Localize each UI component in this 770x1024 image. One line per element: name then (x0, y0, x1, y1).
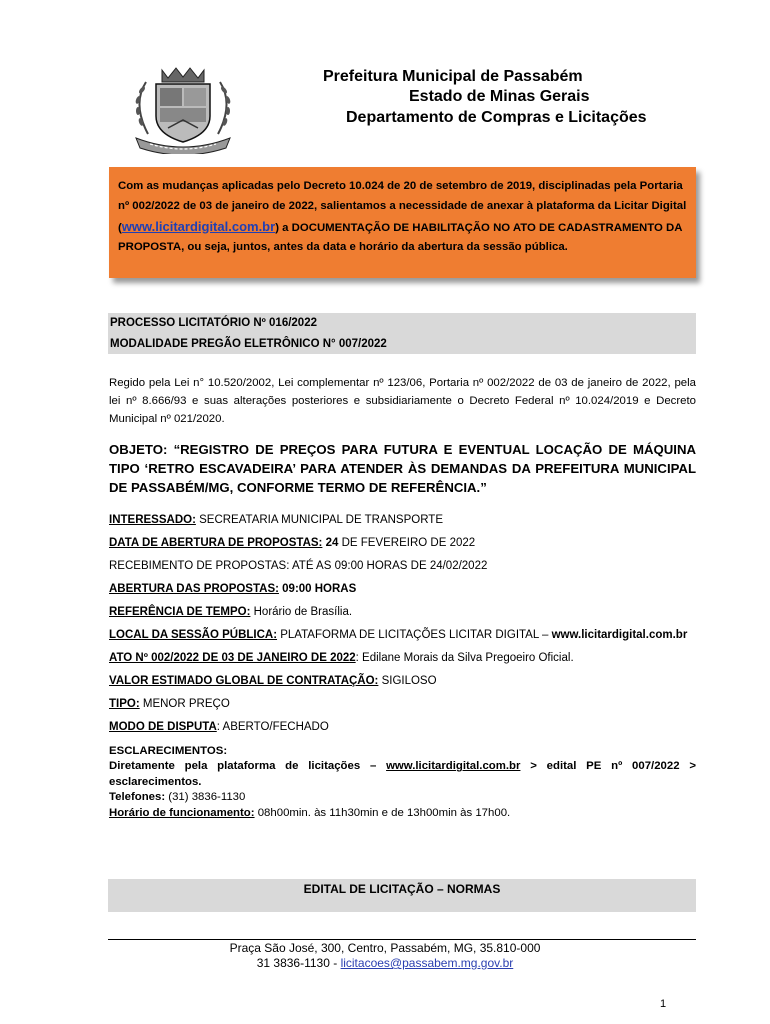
edital-title: EDITAL DE LICITAÇÃO – NORMAS (108, 879, 696, 912)
recebimento-line: RECEBIMENTO DE PROPOSTAS: ATÉ AS 09:00 HORAS DE 24/02/2022 (109, 560, 488, 572)
coat-of-arms-icon (128, 64, 238, 154)
modo-line (109, 721, 329, 733)
legal-basis-text: Regido pela Lei n° 10.520/2002, Lei complementar nº 123/06, Portaria nº 002/2022 de 03 de janeiro de 2022, pela lei nº 8.666/93 e suas alterações posteriores e subsidiariamente o Decreto Federal nº 10.024/2019 e Decreto Municipal nº 021/2020. (109, 377, 696, 426)
phone-label: Telefones: (109, 791, 166, 804)
referencia-line (109, 606, 352, 618)
phone-value: (31) 3836-1130 (165, 791, 246, 804)
valor-value: SIGILOSO (378, 675, 437, 687)
abertura-propostas-label: ABERTURA DAS PROPOSTAS: (109, 583, 279, 595)
esclarecimentos-site: www.licitardigital.com.br (386, 760, 521, 773)
esclarecimentos-block (109, 744, 696, 821)
esclarecimentos-text-b: > edital PE nº 007/2022 > esclarecimentos. (109, 760, 696, 788)
interessado-line (109, 514, 443, 526)
modo-label: MODO DE DISPUTA (109, 721, 217, 733)
esclarecimentos-title: ESCLARECIMENTOS: (109, 745, 228, 757)
local-line (109, 629, 687, 641)
hours-line (109, 806, 696, 821)
process-modality: MODALIDADE PREGÃO ELETRÔNICO N° 007/2022 (108, 334, 696, 354)
notice-text-start: Com as mudanças aplicadas pelo Decreto 10.024 de 20 de setembro de 2019, disciplinadas pela Portaria nº 002/2022 de 03 de janeiro de 2022, salientamos a necessidade de anexar à plataforma da Licitar Digital ( (118, 180, 687, 234)
page-number: 1 (660, 998, 667, 1010)
footer-email-link[interactable]: licitacoes@passabem.mg.gov.br (340, 956, 514, 970)
header-state: Estado de Minas Gerais (409, 88, 590, 105)
interessado-label: INTERESSADO: (109, 514, 196, 526)
process-number: PROCESSO LICITATÓRIO Nº 016/2022 (108, 313, 696, 334)
hours-value: 08h00min. às 11h30min e de 13h00min às 17h00. (254, 806, 511, 819)
notice-text-end: ) a DOCUMENTAÇÃO DE HABILITAÇÃO NO ATO DE CADASTRAMENTO DA PROPOSTA, ou seja, juntos, antes da data e horário da abertura da sessão pública. (118, 221, 683, 254)
referencia-value: Horário de Brasília. (250, 606, 353, 618)
local-site: www.licitardigital.com.br (551, 629, 688, 641)
footer-divider (108, 939, 696, 940)
tipo-value: MENOR PREÇO (139, 698, 230, 710)
footer-address: Praça São José, 300, Centro, Passabém, MG, 35.810-000 (229, 941, 541, 955)
abertura-line (109, 537, 475, 549)
footer-contact (0, 956, 770, 970)
esclarecimentos-text-a: Diretamente pela plataforma de licitações – (109, 760, 387, 773)
phone-line (109, 790, 696, 805)
tipo-label: TIPO: (109, 698, 140, 710)
header-title: Prefeitura Municipal de Passabém (323, 68, 583, 85)
ato-value: : Edilane Morais da Silva Pregoeiro Oficial. (355, 652, 574, 664)
valor-label: VALOR ESTIMADO GLOBAL DE CONTRATAÇÃO: (109, 675, 379, 687)
modo-value: : ABERTO/FECHADO (216, 721, 329, 733)
esclarecimentos-text (109, 759, 696, 790)
notice-link[interactable]: www.licitardigital.com.br (121, 218, 276, 234)
interessado-value: SECREATARIA MUNICIPAL DE TRANSPORTE (195, 514, 443, 526)
header-department: Departamento de Compras e Licitações (346, 109, 647, 126)
local-label: LOCAL DA SESSÃO PÚBLICA: (109, 629, 278, 641)
abertura-label: DATA DE ABERTURA DE PROPOSTAS: (109, 537, 323, 549)
valor-line (109, 675, 437, 687)
local-value: PLATAFORMA DE LICITAÇÕES LICITAR DIGITAL – (277, 629, 552, 641)
abertura-rest: DE FEVEREIRO DE 2022 (338, 537, 476, 549)
hours-label: Horário de funcionamento: (109, 806, 255, 819)
abertura-day: 24 (322, 537, 339, 549)
notice-box (109, 167, 696, 278)
object-statement: OBJETO: “REGISTRO DE PREÇOS PARA FUTURA E EVENTUAL LOCAÇÃO DE MÁQUINA TIPO ‘RETRO ESCAVADEIRA’ PARA ATENDER ÀS DEMANDAS DA PREFEITURA MUNICIPAL DE PASSABÉM/MG, CONFORME TERMO DE REFERÊNCIA.” (109, 442, 696, 495)
abertura-propostas-value: 09:00 HORAS (278, 583, 357, 595)
ato-label: ATO Nº 002/2022 DE 03 DE JANEIRO DE 2022 (109, 652, 356, 664)
referencia-label: REFERÊNCIA DE TEMPO: (109, 606, 251, 618)
tipo-line (109, 698, 230, 710)
abertura-propostas-line (109, 583, 356, 595)
ato-line (109, 652, 574, 664)
footer-phone: 31 3836-1130 - (256, 956, 341, 970)
